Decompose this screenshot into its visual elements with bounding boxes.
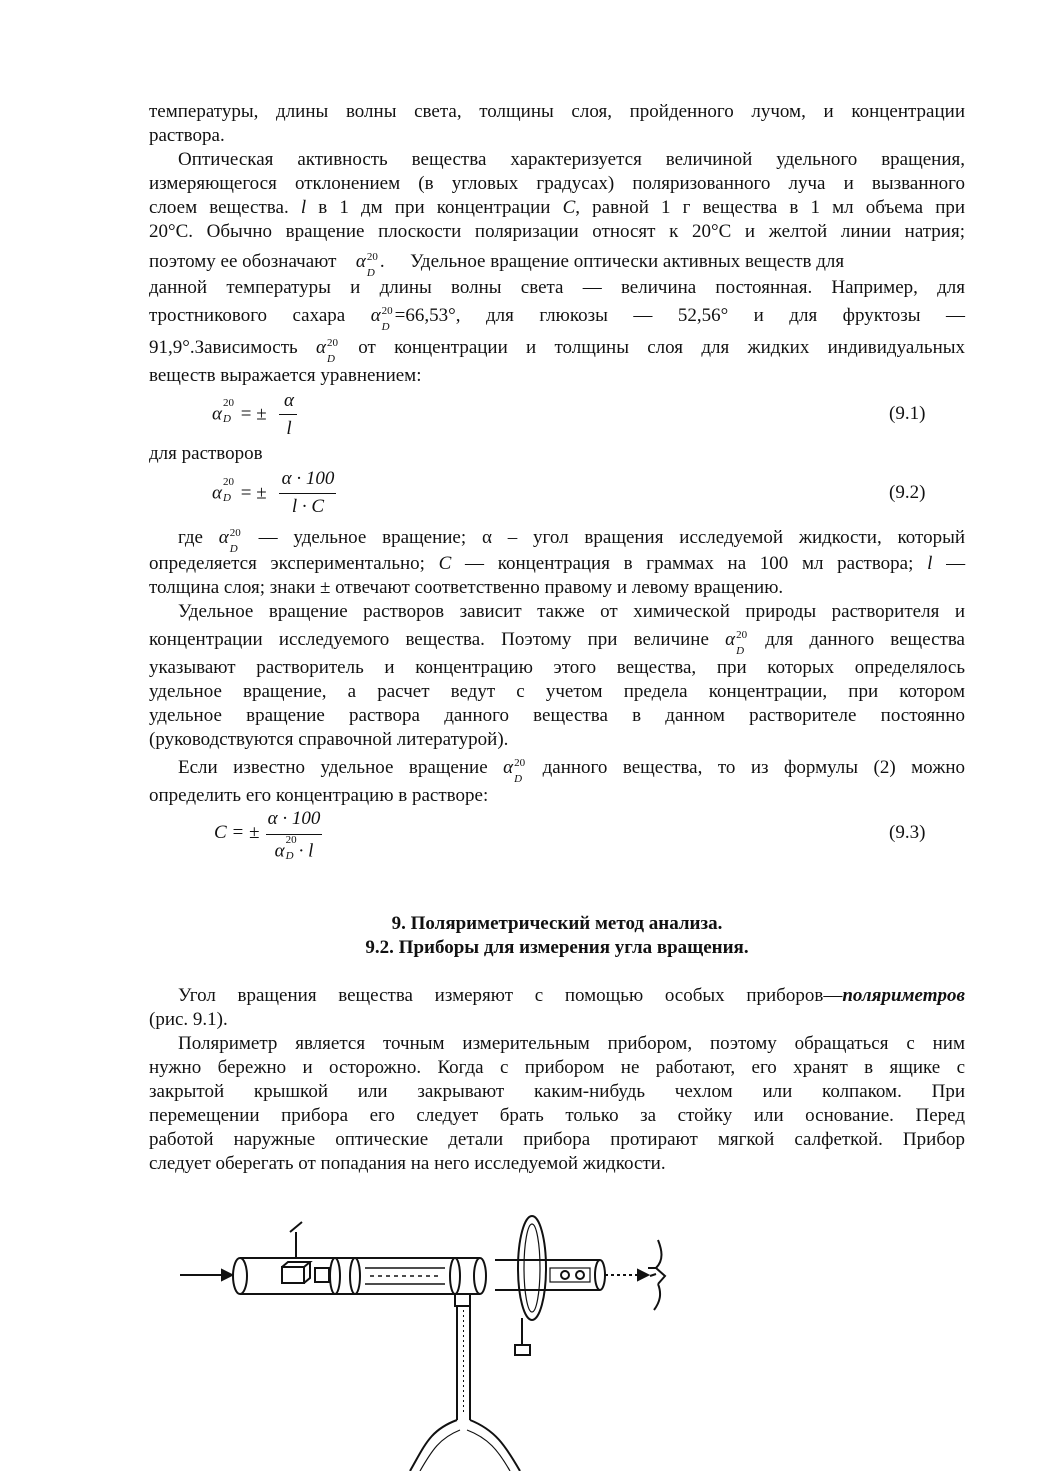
symbol-alpha: α	[355, 251, 366, 272]
symbol-l: l	[300, 197, 307, 218]
text-line	[178, 526, 966, 555]
symbol-C: C	[438, 553, 452, 574]
alpha-scripts: 20 D	[736, 628, 748, 657]
text-line: Удельное вращение растворов зависит также от химической природы растворителя и	[178, 601, 965, 622]
text-line: веществ выражается уравнением:	[149, 365, 422, 386]
text-segment: в 1 дм при концентрации	[318, 197, 551, 218]
text-line	[178, 756, 966, 785]
text-segment: 91,9°.Зависимость	[149, 337, 298, 358]
symbol-alpha: α	[315, 337, 326, 358]
text-line: работой наружные оптические детали прибора протирают мягкой салфеткой. Прибор	[149, 1129, 965, 1150]
text-line	[149, 250, 965, 279]
alpha-scripts: 20 D	[229, 526, 241, 555]
text-line: данной температуры и длины волны света — величина постоянная. Например, для	[149, 277, 965, 298]
text-segment: для данного вещества	[765, 629, 965, 650]
text-segment: от концентрации и толщины слоя для жидких индивидуальных	[358, 337, 966, 358]
text-line: перемещении прибора его следует брать только за стойку или основание. Перед	[149, 1105, 965, 1126]
text-line: нужно бережно и осторожно. Когда с прибором не работают, его хранят в ящике с	[149, 1057, 965, 1078]
section-heading: 9. Поляриметрический метод анализа.	[391, 913, 723, 934]
symbol-l: l	[927, 553, 933, 574]
alpha-scripts: 20 D	[514, 756, 526, 785]
polarimeter-figure	[170, 1210, 690, 1471]
text-line: Поляриметр является точным измерительным прибором, поэтому обращаться с ним	[178, 1033, 965, 1054]
alpha-scripts: 20 D	[326, 336, 338, 365]
text-line: закрытой крышкой или закрывают каким-нибудь чехлом или колпаком. При	[149, 1081, 965, 1102]
text-segment: =66,53°, для глюкозы — 52,56° и для фруктозы —	[394, 305, 965, 326]
text-segment: тростникового сахара	[149, 305, 346, 326]
text-line	[149, 196, 965, 220]
text-line: указывают растворитель и концентрацию этого вещества, при которых определялось	[149, 657, 965, 678]
text-line	[149, 336, 966, 365]
text-line: толщина слоя; знаки ± отвечают соответственно правому и левому вращению.	[149, 577, 784, 598]
symbol-alpha: α	[370, 305, 381, 326]
text-line: измеряющегося отклонением (в угловых градусах) поляризованного луча и вызванного	[149, 173, 965, 194]
stand-base	[410, 1420, 520, 1471]
equation-number: (9.3)	[889, 822, 926, 843]
alpha-scripts: 20 D	[381, 304, 393, 333]
text-segment: концентрации исследуемого вещества. Поэтому при величине	[149, 629, 709, 650]
equation-9-2-lhs: α 20 D = ±	[212, 476, 267, 504]
text-line: удельное вращение раствора данного вещества в данном растворителе постоянно	[149, 705, 965, 726]
text-line	[149, 304, 965, 333]
text-line	[178, 984, 965, 1008]
emphasized-term: поляриметров	[842, 985, 965, 1006]
text-segment: —	[946, 553, 966, 574]
text-segment: , равной 1 г вещества в 1 мл объема при	[575, 197, 966, 218]
text-segment: .	[379, 251, 385, 272]
text-segment: Угол вращения вещества измеряют с помощью особых приборов—	[178, 985, 843, 1006]
scale-disc	[518, 1216, 546, 1320]
text-line: следует оберегать от попадания на него исследуемой жидкости.	[149, 1153, 666, 1174]
alpha-scripts: 20 D	[366, 250, 378, 279]
text-segment: — концентрация в граммах на 100 мл раствора;	[465, 553, 914, 574]
text-line: (руководствуются справочной литературой).	[149, 729, 509, 750]
text-line: (рис. 9.1).	[149, 1009, 228, 1030]
equation-9-3-numerator: α · 100	[267, 808, 321, 829]
subsection-heading: 9.2. Приборы для измерения угла вращения.	[365, 937, 749, 958]
equation-9-1-numerator: α	[284, 390, 294, 411]
equation-9-3-lhs: C = ±	[214, 822, 260, 843]
fraction-bar	[279, 414, 297, 415]
text-line: удельное вращение, а расчет ведут с учетом предела концентрации, при котором	[149, 681, 965, 702]
equation-9-3-denominator: α 20 D · l	[274, 834, 314, 862]
prism	[282, 1267, 304, 1283]
text-line	[149, 552, 965, 576]
arrow-icon	[222, 1270, 232, 1280]
symbol-alpha: α	[503, 757, 514, 778]
tube-end	[233, 1258, 247, 1294]
text-line: определить его концентрацию в растворе:	[149, 785, 489, 806]
symbol-alpha: α	[725, 629, 736, 650]
text-segment: определяется экспериментально;	[149, 553, 425, 574]
equation-9-2-numerator: α · 100	[281, 468, 335, 489]
text-line: раствора.	[149, 125, 225, 146]
text-line: Оптическая активность вещества характеризуется величиной удельного вращения,	[178, 149, 965, 170]
equation-number: (9.2)	[889, 482, 926, 503]
text-line	[149, 628, 965, 657]
stand-post	[455, 1294, 470, 1420]
equation-number: (9.1)	[889, 403, 926, 424]
symbol-alpha: α	[218, 527, 229, 548]
text-segment: Если известно удельное вращение	[178, 757, 488, 778]
text-line: температуры, длины волны света, толщины слоя, пройденного лучом, и концентрации	[149, 101, 965, 122]
text-segment: слоем вещества.	[149, 197, 289, 218]
equation-9-1-denominator: l	[286, 418, 292, 439]
fraction-bar	[279, 493, 336, 494]
text-segment: — удельное вращение; α – угол вращения исследуемой жидкости, который	[258, 527, 966, 548]
text-line: 20°С. Обычно вращение плоскости поляризации относят к 20°С и желтой линии натрия;	[149, 221, 965, 242]
text-segment: данного вещества, то из формулы (2) можно	[542, 757, 966, 778]
text-segment: где	[178, 527, 203, 548]
symbol-C: C	[562, 197, 576, 218]
lever	[290, 1222, 302, 1258]
text-segment: поэтому ее обозначают	[149, 251, 337, 272]
text-segment: Удельное вращение оптически активных веществ для	[410, 251, 845, 272]
text-line: для растворов	[149, 443, 263, 464]
equation-9-2-denominator: l · C	[291, 496, 325, 517]
equation-9-1-lhs: α 20 D = ±	[212, 397, 267, 425]
